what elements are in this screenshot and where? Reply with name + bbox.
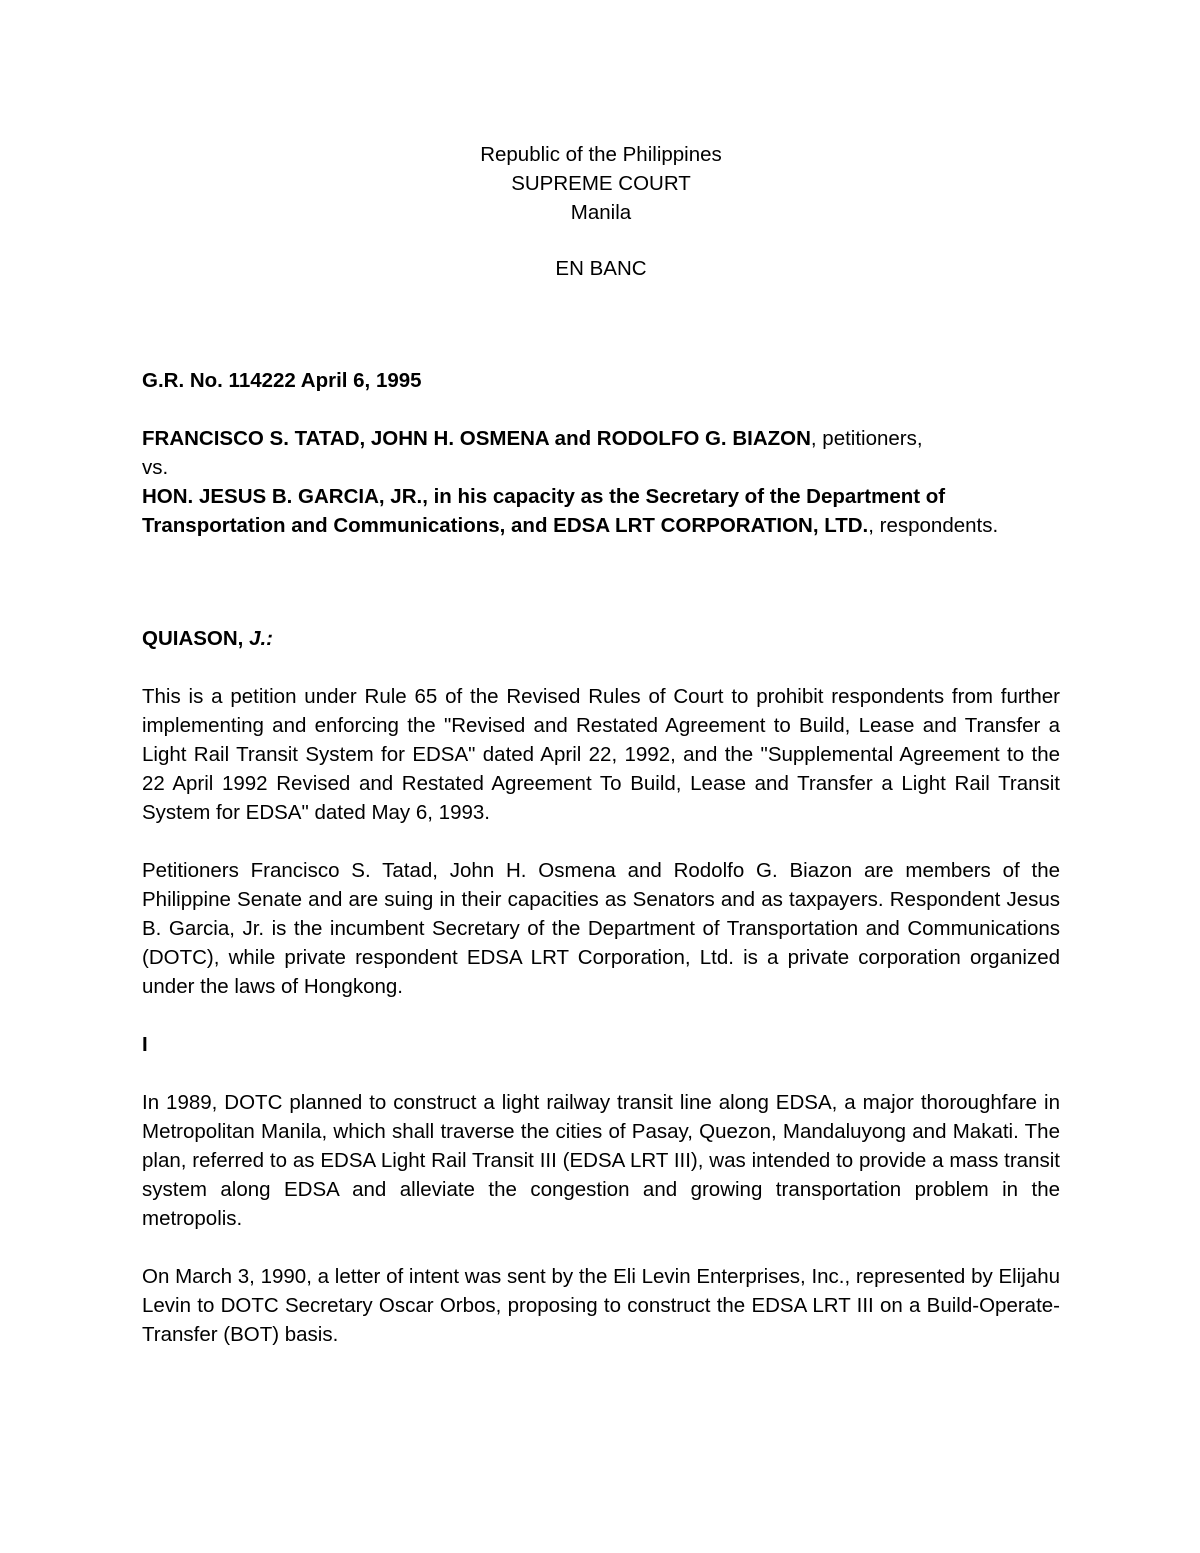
document-page: [142, 140, 1060, 1349]
ponente-name: QUIASON,: [142, 627, 250, 650]
versus-line: vs.: [142, 456, 169, 479]
respondent-name: HON. JESUS B. GARCIA, JR.: [142, 485, 423, 508]
respondent-capacity: , in his capacity as the Secretary of the Department of Transportation and Communications, and EDSA LRT CORPORATION, LTD.: [142, 485, 946, 537]
case-number: G.R. No. 114222 April 6, 1995: [142, 369, 422, 392]
body-paragraph: This is a petition under Rule 65 of the Revised Rules of Court to prohibit respondents from further implementing and enforcing the "Revised and Restated Agreement to Build, Lease and Transfer a Light Rail Transit System for EDSA" dated April 22, 1992, and the "Supplemental Agreement to the 22 April 1992 Revised and Restated Agreement To Build, Lease and Transfer a Light Rail Transit System for EDSA" dated May 6, 1993.: [142, 685, 1060, 824]
ponente-title: J.:: [249, 627, 274, 650]
court-header: [142, 140, 1060, 283]
section-marker: I: [142, 1033, 148, 1056]
ponente: [142, 624, 1060, 653]
case-parties: [142, 424, 1060, 540]
republic-line: Republic of the Philippines: [480, 143, 722, 166]
petitioners-line: [142, 424, 1060, 453]
body-paragraph: On March 3, 1990, a letter of intent was sent by the Eli Levin Enterprises, Inc., represented by Elijahu Levin to DOTC Secretary Oscar Orbos, proposing to construct the EDSA LRT III on a Build-Operate-Transfer (BOT) basis.: [142, 1265, 1060, 1346]
body-paragraph: Petitioners Francisco S. Tatad, John H. Osmena and Rodolfo G. Biazon are members of the Philippine Senate and are suing in their capacities as Senators and as taxpayers. Respondent Jesus B. Garcia, Jr. is the incumbent Secretary of the Department of Transportation and Communications (DOTC), while private respondent EDSA LRT Corporation, Ltd. is a private corporation organized under the laws of Hongkong.: [142, 859, 1060, 998]
petitioners-names: FRANCISCO S. TATAD, JOHN H. OSMENA and RODOLFO G. BIAZON: [142, 427, 811, 450]
court-name: SUPREME COURT: [511, 172, 691, 195]
respondents-suffix: , respondents.: [868, 514, 999, 537]
division-label: EN BANC: [555, 257, 647, 280]
petitioners-suffix: , petitioners,: [810, 427, 923, 450]
court-city: Manila: [570, 201, 632, 224]
body-paragraph: In 1989, DOTC planned to construct a light railway transit line along EDSA, a major thoroughfare in Metropolitan Manila, which shall traverse the cities of Pasay, Quezon, Mandaluyong and Makati. The plan, referred to as EDSA Light Rail Transit III (EDSA LRT III), was intended to provide a mass transit system along EDSA and alleviate the congestion and growing transportation problem in the metropolis.: [142, 1091, 1060, 1230]
respondents-line: [142, 482, 1060, 540]
